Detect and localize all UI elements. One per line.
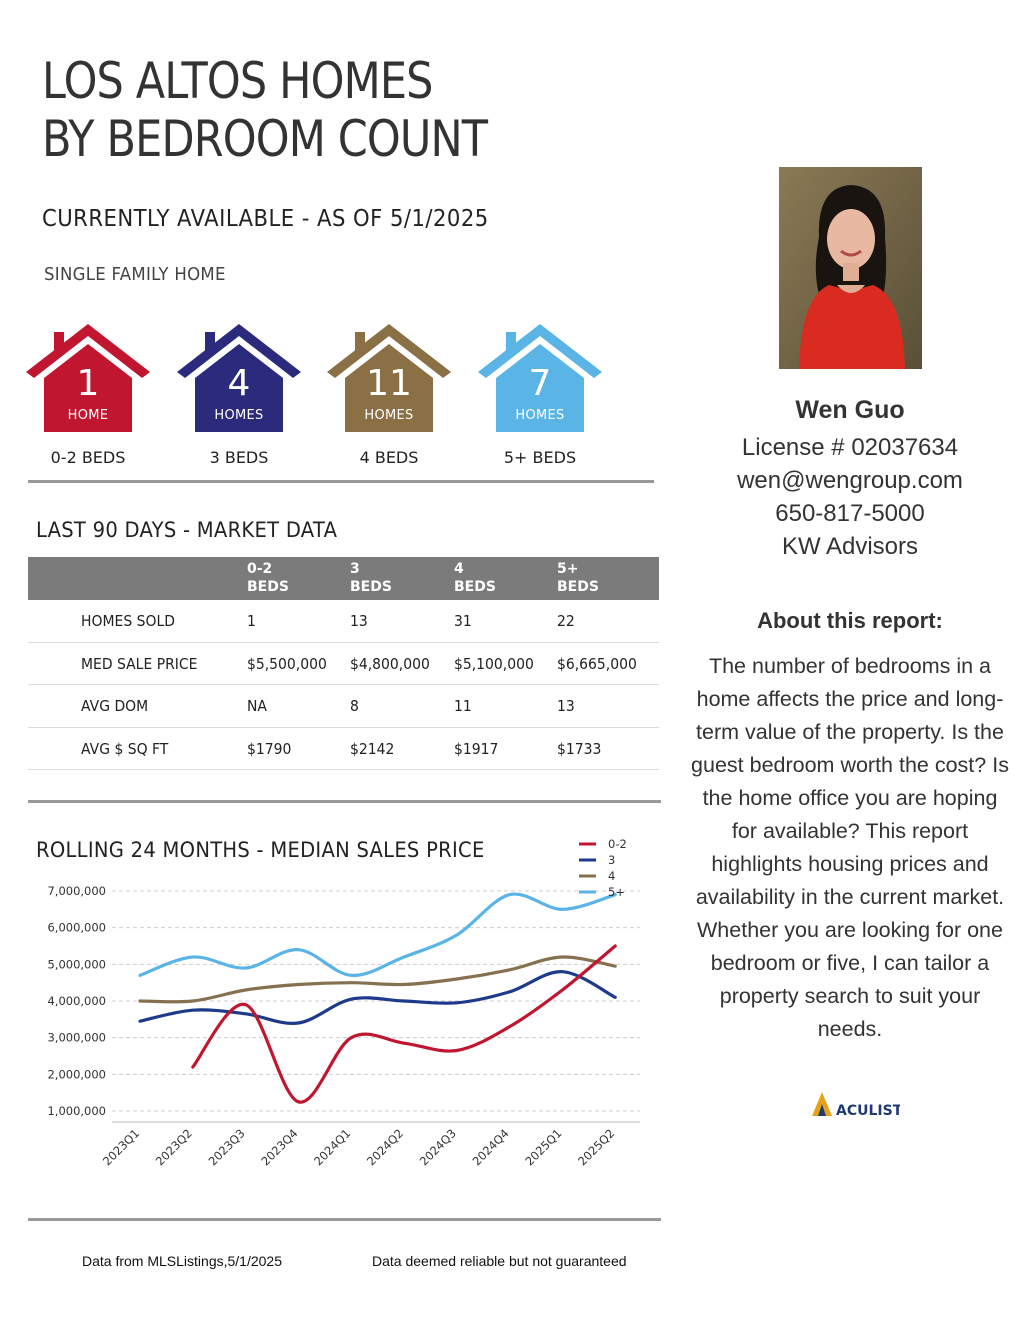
house-count: 11 — [366, 363, 412, 404]
chart-title: ROLLING 24 MONTHS - MEDIAN SALES PRICE — [36, 838, 485, 862]
title-line-2: BY BEDROOM COUNT — [42, 110, 488, 168]
table-header — [28, 557, 659, 600]
agent-photo — [779, 167, 922, 369]
agent-phone[interactable]: 650-817-5000 — [775, 500, 925, 527]
agent-license: License # 02037634 — [741, 434, 959, 461]
house-unit: HOMES — [364, 408, 414, 423]
svg-text:ACULIST: ACULIST — [836, 1103, 900, 1119]
legend-label: 5+ — [608, 885, 625, 899]
table-cell: 11 — [454, 697, 472, 715]
y-tick-label: 3,000,000 — [47, 1030, 106, 1045]
table-cell: $4,800,000 — [350, 654, 430, 673]
header-3-beds: 3 BEDS — [350, 561, 392, 595]
table-cell: NA — [247, 697, 267, 715]
row-label: AVG $ SQ FT — [81, 739, 169, 758]
house-icon-2 — [327, 320, 451, 432]
divider — [28, 1218, 661, 1221]
table-cell: 22 — [557, 612, 575, 630]
agent-email[interactable]: wen@wengroup.com — [737, 467, 963, 494]
property-category: SINGLE FAMILY HOME — [44, 264, 226, 285]
y-tick-label: 5,000,000 — [47, 957, 106, 972]
availability-subtitle: CURRENTLY AVAILABLE - AS OF 5/1/2025 — [42, 206, 489, 232]
disclaimer: Data deemed reliable but not guaranteed — [372, 1253, 627, 1269]
row-label: AVG DOM — [81, 697, 149, 715]
house-unit: HOME — [67, 408, 109, 423]
table-row — [28, 600, 659, 643]
table-cell: $1790 — [247, 739, 292, 758]
house-label-3: 5+ BEDS — [503, 448, 577, 467]
house-icon-3 — [478, 320, 602, 432]
y-tick-label: 2,000,000 — [47, 1067, 106, 1082]
agent-name: Wen Guo — [795, 396, 905, 424]
series-line-0 — [193, 946, 615, 1102]
y-tick-label: 1,000,000 — [47, 1104, 106, 1118]
median-price-chart — [28, 830, 660, 1180]
house-icon-1 — [177, 320, 301, 432]
agent-company: KW Advisors — [781, 533, 919, 560]
y-tick-label: 7,000,000 — [47, 884, 106, 898]
x-tick-label: 2024Q1 — [311, 1126, 354, 1169]
table-cell: $1917 — [454, 739, 499, 758]
table-cell: 31 — [454, 612, 472, 630]
table-cell: 13 — [557, 697, 575, 715]
house-unit: HOMES — [515, 408, 565, 423]
divider — [28, 480, 654, 483]
title-line-1: LOS ALTOS HOMES — [42, 52, 433, 110]
header-0-2-beds: 0-2 BEDS — [247, 561, 289, 595]
table-cell: $2142 — [350, 739, 395, 758]
series-line-3 — [140, 894, 615, 975]
table-cell: $6,665,000 — [557, 654, 637, 673]
series-line-2 — [140, 957, 615, 1002]
x-tick-label: 2023Q2 — [152, 1126, 195, 1169]
table-cell: $5,500,000 — [247, 654, 327, 673]
y-tick-label: 6,000,000 — [47, 920, 106, 935]
table-row — [28, 728, 659, 771]
house-count: 1 — [76, 363, 100, 404]
table-row — [28, 685, 659, 728]
y-tick-label: 4,000,000 — [47, 994, 106, 1008]
data-source: Data from MLSListings,5/1/2025 — [82, 1253, 282, 1269]
x-tick-label: 2025Q1 — [522, 1126, 565, 1169]
table-cell: 1 — [247, 612, 256, 630]
divider — [28, 800, 661, 803]
house-icon-0 — [26, 320, 150, 432]
header-4-beds: 4 BEDS — [454, 561, 496, 595]
x-tick-label: 2025Q2 — [575, 1126, 618, 1169]
page-title — [42, 52, 487, 168]
market-data-table — [28, 557, 659, 770]
x-tick-label: 2024Q2 — [363, 1126, 407, 1169]
table-cell: 13 — [350, 612, 368, 630]
x-tick-label: 2023Q1 — [99, 1126, 143, 1169]
legend-label: 3 — [608, 853, 616, 867]
house-count: 7 — [528, 363, 552, 404]
legend-label: 4 — [608, 869, 616, 883]
aculist-logo — [810, 1090, 900, 1120]
table-cell: $5,100,000 — [454, 654, 534, 673]
about-body: The number of bedrooms in a home affects the price and long-term value of the property. Is the guest bedroom worth the cost? Is the home office you are hoping for available? This report highlights housing prices and availability in the current market. Whether you are looking for one bedroom or five, I can tailor a property search to suit your needs. — [691, 654, 1009, 1041]
row-label: HOMES SOLD — [81, 612, 175, 630]
house-label-2: 4 BEDS — [359, 448, 419, 467]
house-unit: HOMES — [214, 408, 264, 423]
x-tick-label: 2023Q4 — [258, 1126, 301, 1169]
house-label-0: 0-2 BEDS — [50, 448, 126, 467]
legend-label: 0-2 — [608, 837, 627, 851]
row-label: MED SALE PRICE — [81, 654, 198, 673]
table-cell: 8 — [350, 697, 359, 715]
about-title: About this report: — [757, 608, 943, 633]
house-label-1: 3 BEDS — [209, 448, 269, 467]
x-tick-label: 2024Q3 — [416, 1126, 459, 1169]
header-5-plus-beds: 5+ BEDS — [557, 561, 599, 595]
x-tick-label: 2023Q3 — [205, 1126, 248, 1169]
table-cell: $1733 — [557, 739, 602, 758]
market-data-title: LAST 90 DAYS - MARKET DATA — [36, 518, 338, 542]
table-row — [28, 643, 659, 686]
house-count: 4 — [227, 363, 251, 404]
x-tick-label: 2024Q4 — [469, 1126, 512, 1169]
